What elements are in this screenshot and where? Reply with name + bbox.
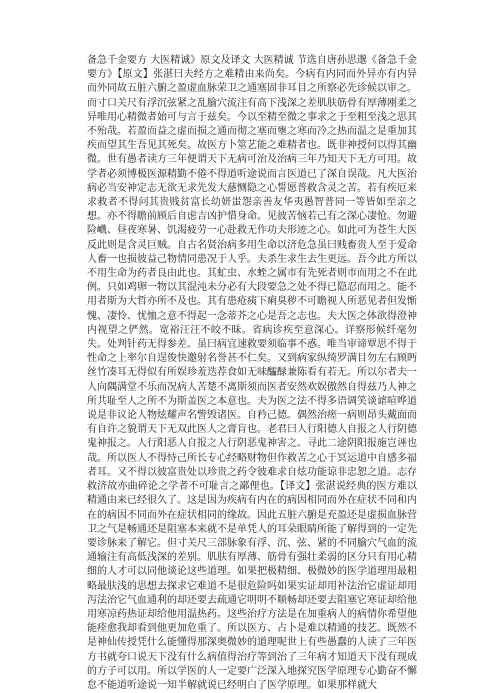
document-body bbox=[87, 54, 417, 693]
document-title-line: 备急千金要方 大医精诚》原文及译文 大医精诚 节选自唐孙思邈《备急千金要方》 bbox=[87, 55, 417, 81]
translation-text: 张湛说经典的医方难以精通由来已经很久了。这是因为疾病有内在的病因相同而外在症状不同和内在的病因不同而外在症状相同的缘故。因此五脏六腑是充盈还是虚损血脉营卫之气是畅通还是阻塞本来就不是单凭人的耳朵眼睛所能了解得到的一定先要诊脉来了解它。但寸关尺三部脉象有浮、沉、弦、紧的不同腧穴气血的流通输注有高低浅深的差别。肌肤有厚薄、筋骨有强壮柔弱的区分只有用心精细的人才可以同他谈论这些道理。如果把极精细、极微妙的医学道理用最粗略最肤浅的思想去探求它难道不是很危险吗如果实证却用补法治它虚证却用泻法治它气血通利的却还要去疏通它明明不顺畅却还要去阻塞它寒证却给他用寒凉药热证却给他用温热药。这些治疗方法是在加重病人的病情你希望他能痊愈我却看到他更加危重了。所以医方、占卜是难以精通的技艺。既然不是神仙传授凭什么能懂得那深奥微妙的道理呢世上有些愚蠢的人读了三年医方书就夸口说天下没有什么病值得治疗等到治了三年病才知道天下没有现成的方子可以用。所以学医的人一定要广泛深入地探究医学原理专心勤奋不懈怠不能道听途说一知半解就说已经明白了医学原理。如果那样就大 bbox=[87, 481, 417, 691]
original-text: 张湛曰夫经方之难精由来尚矣。今病有内同而外异亦有内异而外同故五脏六腑之盈虚血脉荣卫之通塞固非耳目之所察必先诊候以审之。而寸口关尺有浮沉弦紧之乱腧穴流注有高下浅深之差肌肤筋骨有厚薄刚柔之异唯用心精微者始可与言于兹矣。今以至精至微之事求之于至粗至浅之思其不殆哉。若盈而益之虚而损之通而彻之塞而壅之寒而冷之热而温之是重加其疾而望其生吾见其死矣。故医方卜筮艺能之难精者也。既非神授何以得其幽微。世有愚者读方三年便谓天下无病可治及治病三年乃知天下无方可用。故学者必须博极医源精勤不倦不得道听途说而言医道已了深自误哉。凡大医治病必当安神定志无欲无求先发大慈恻隐之心誓愿普救含灵之苦。若有疾厄来求救者不得问其贵贱贫富长幼妍蚩怨亲善友华夷愚智普同一等皆如至亲之想。亦不得瞻前顾后自虑吉凶护惜身命。见彼苦恼若己有之深心凄怆。勿避险巇、昼夜寒暑、饥渴疲劳一心赴救无作功夫形迹之心。如此可为苍生大医反此则是含灵巨贼。自古名贤治病多用生命以济危急虽曰贱畜贵人至于爱命人畜一也损彼益己物情同患况于人乎。夫杀生求生去生更远。吾今此方所以不用生命为药者良由此也。其虻虫、水蛭之属市有先死者则市而用之不在此例。只如鸡卵一物以其混沌未分必有大段要急之处不得已隐忍而用之。能不用者斯为大哲亦所不及也。其有患疮痍下痢臭秽不可瞻视人所恶见者但发惭愧、凄怜、忧恤之意不得起一念蒂芥之心是吾之志也。夫大医之体欲得澄神内视望之俨然。宽裕汪汪不皎不昧。省病诊疾至意深心。详察形候纤毫勿失。处判针药无得参差。虽曰病宜速救要须临事不惑。唯当审谛覃思不得于性命之上率尔自逞俊快邀射名誉甚不仁矣。又到病家纵绮罗满目勿左右顾眄丝竹凑耳无得似有所娱珍羞迭荐食如无味醽醁兼陈看有若无。所以尔者夫一人向隅满堂不乐而况病人苦楚不离斯须而医者安然欢娱傲然自得兹乃人神之所共耻至人之所不为斯盖医之本意也。夫为医之法不得多语调笑谈谑喧哗道说是非议论人物炫耀声名訾毁诸医。自矜己德。偶然治瘥一病则昂头戴面而有自许之貌谓天下无双此医人之膏肓也。老君曰人行阳德人自报之人行阴德鬼神报之。人行阳恶人自报之人行阴恶鬼神害之。寻此二途阴阳报施岂诬也哉。所以医人不得恃己所长专心经略财物但作救苦之心于冥运道中自感多福者耳。又不得以彼富贵处以珍贵之药令彼难求自炫功能谅非忠恕之道。志存救济故亦曲碎论之学者不可耻言之鄙俚也。 bbox=[87, 69, 417, 493]
original-section-label: 【原文】 bbox=[117, 69, 154, 81]
translation-section-label: 【译文】 bbox=[279, 481, 316, 493]
